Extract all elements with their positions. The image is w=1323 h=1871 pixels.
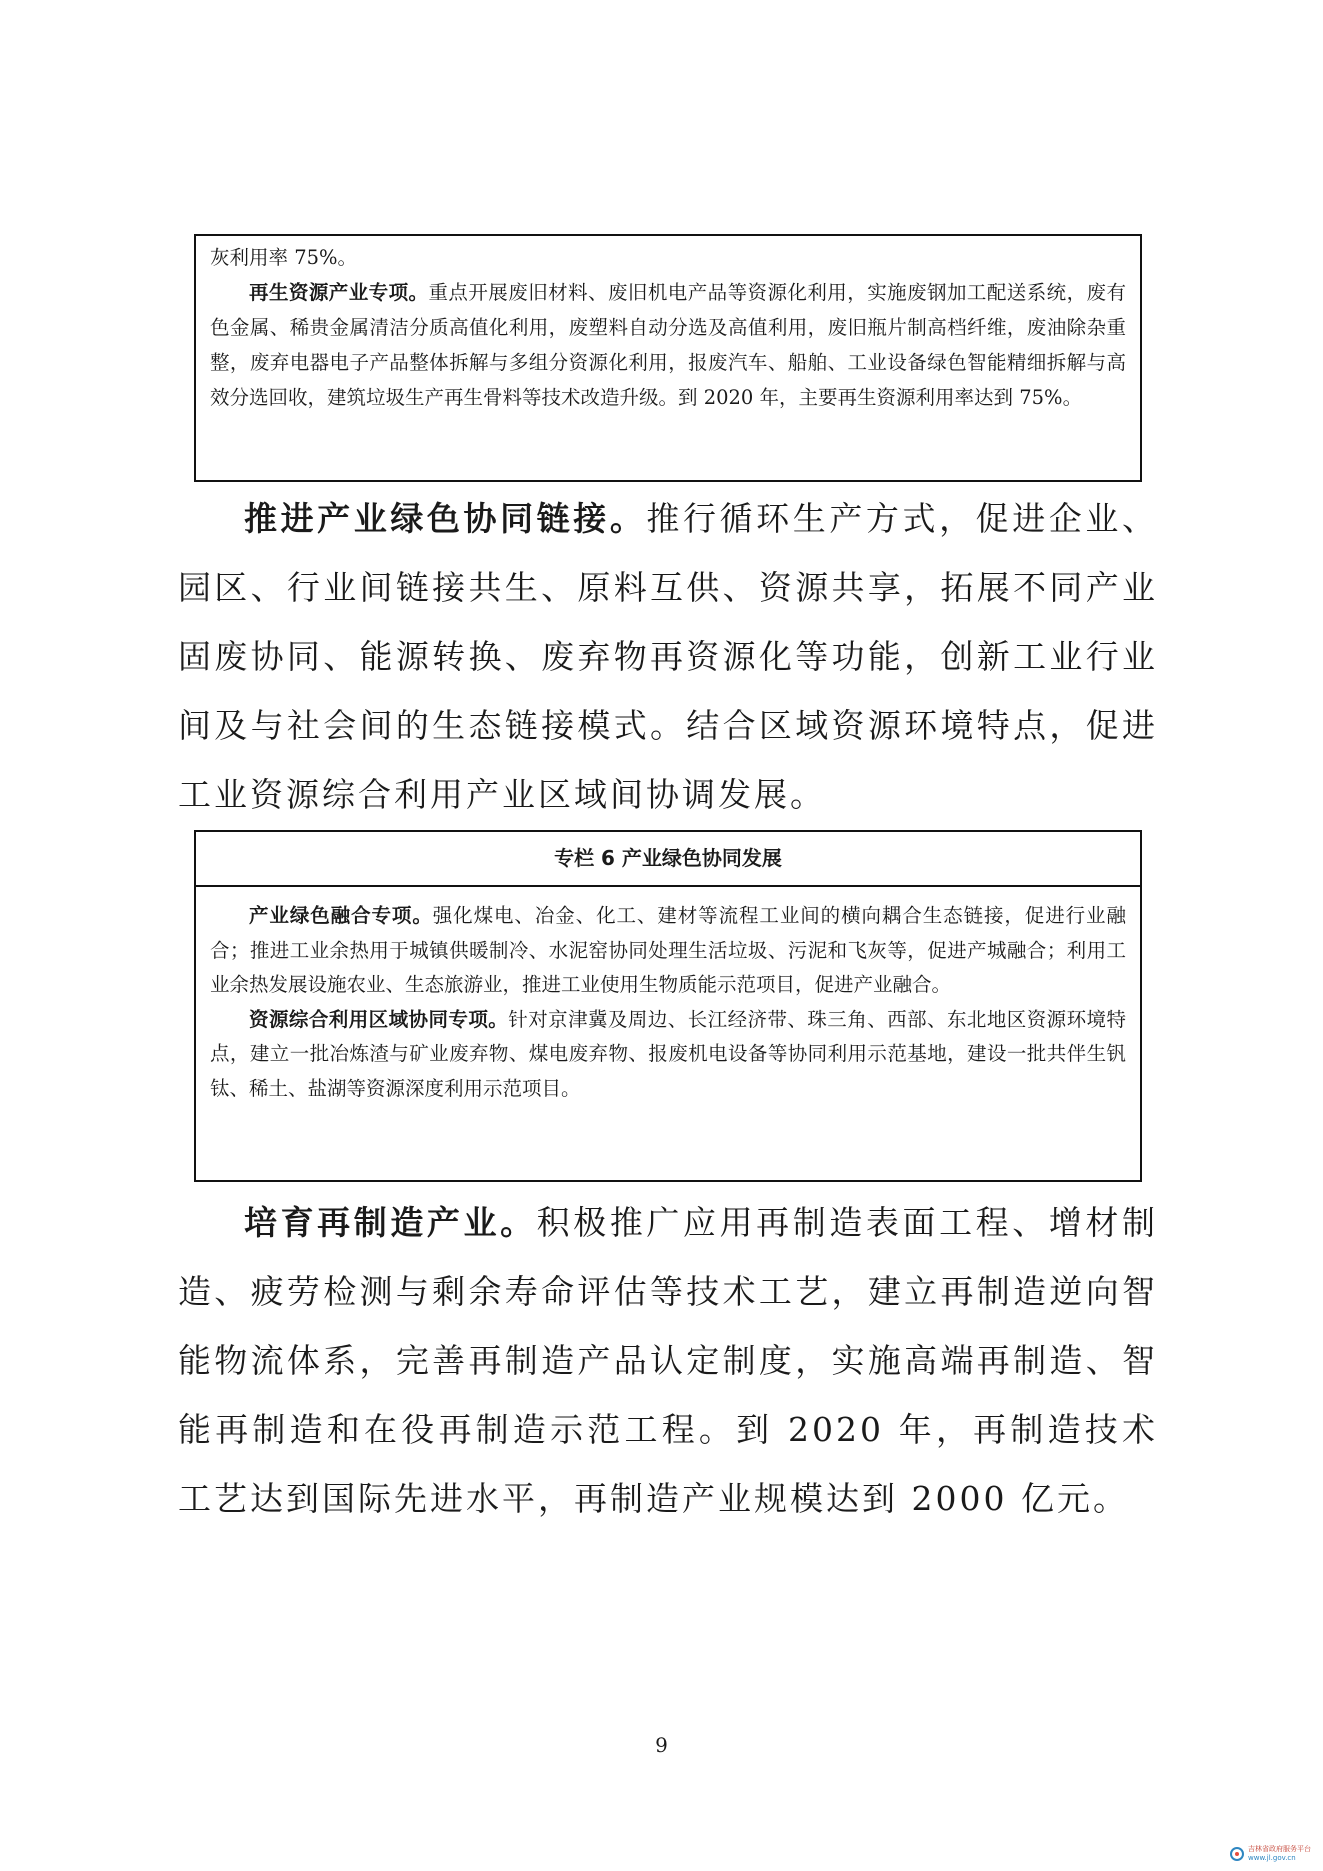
box-item-text: 重点开展废旧材料、废旧机电产品等资源化利用，实施废钢加工配送系统，废有色金属、稀贵金属清洁分质高值化利用，废塑料自动分选及高值利用，废旧瓶片制高档纤维，废油除杂重整，废弃电器电子产品整体拆解与多组分资源化利用，报废汽车、船舶、工业设备绿色智能精细拆解与高效分选回收，建筑垃圾生产再生骨料等技术改造升级。到 2020 年，主要再生资源利用率达到 75%。 <box>210 281 1126 409</box>
box-item-recycled-resources <box>210 275 1126 415</box>
paragraph-heading: 培育再制造产业。 <box>244 1203 537 1242</box>
page-number: 9 <box>655 1733 668 1757</box>
watermark-logo <box>1230 1845 1311 1863</box>
body-paragraph-remanufacturing <box>178 1188 1158 1533</box>
paragraph-text: 推行循环生产方式，促进企业、园区、行业间链接共生、原料互供、资源共享，拓展不同产业固废协同、能源转换、废弃物再资源化等功能，创新工业行业间及与社会间的生态链接模式。结合区域资源环境特点，促进工业资源综合利用产业区域间协调发展。 <box>178 499 1159 814</box>
paragraph-heading: 推进产业绿色协同链接。 <box>244 499 647 538</box>
box-title: 专栏 6 产业绿色协同发展 <box>196 832 1140 887</box>
box-item-title: 再生资源产业专项。 <box>249 281 429 304</box>
gov-logo-icon <box>1230 1847 1244 1861</box>
paragraph-text: 积极推广应用再制造表面工程、增材制造、疲劳检测与剩余寿命评估等技术工艺，建立再制造逆向智能物流体系，完善再制造产品认定制度，实施高端再制造、智能再制造和在役再制造示范工程。到 2020 年，再制造技术工艺达到国际先进水平，再制造产业规模达到 2000 亿元。 <box>178 1203 1159 1518</box>
box-item-title: 产业绿色融合专项。 <box>249 904 433 927</box>
box-item-regional-synergy <box>210 1003 1126 1107</box>
body-paragraph-green-synergy <box>178 484 1158 829</box>
sidebar-box-recycled-resources <box>194 234 1142 482</box>
watermark-line2: www.jl.gov.cn <box>1248 1854 1296 1862</box>
box-item-industry-fusion <box>210 899 1126 1003</box>
sidebar-box-column-6 <box>194 830 1142 1182</box>
box-item-text: 针对京津冀及周边、长江经济带、珠三角、西部、东北地区资源环境特点，建立一批冶炼渣与矿业废弃物、煤电废弃物、报废机电设备等协同利用示范基地，建设一批共伴生钒钛、稀土、盐湖等资源深度利用示范项目。 <box>210 1007 1126 1100</box>
box-body <box>196 887 1140 1106</box>
box-item-title: 资源综合利用区域协同专项。 <box>249 1007 509 1031</box>
box-line-continuation: 灰利用率 75%。 <box>210 246 358 269</box>
watermark-line1: 吉林省政府服务平台 <box>1248 1845 1311 1853</box>
box-item-text: 强化煤电、冶金、化工、建材等流程工业间的横向耦合生态链接，促进行业融合；推进工业余热用于城镇供暖制冷、水泥窑协同处理生活垃圾、污泥和飞灰等，促进产城融合；利用工业余热发展设施农业、生态旅游业，推进工业使用生物质能示范项目，促进产业融合。 <box>210 904 1126 996</box>
